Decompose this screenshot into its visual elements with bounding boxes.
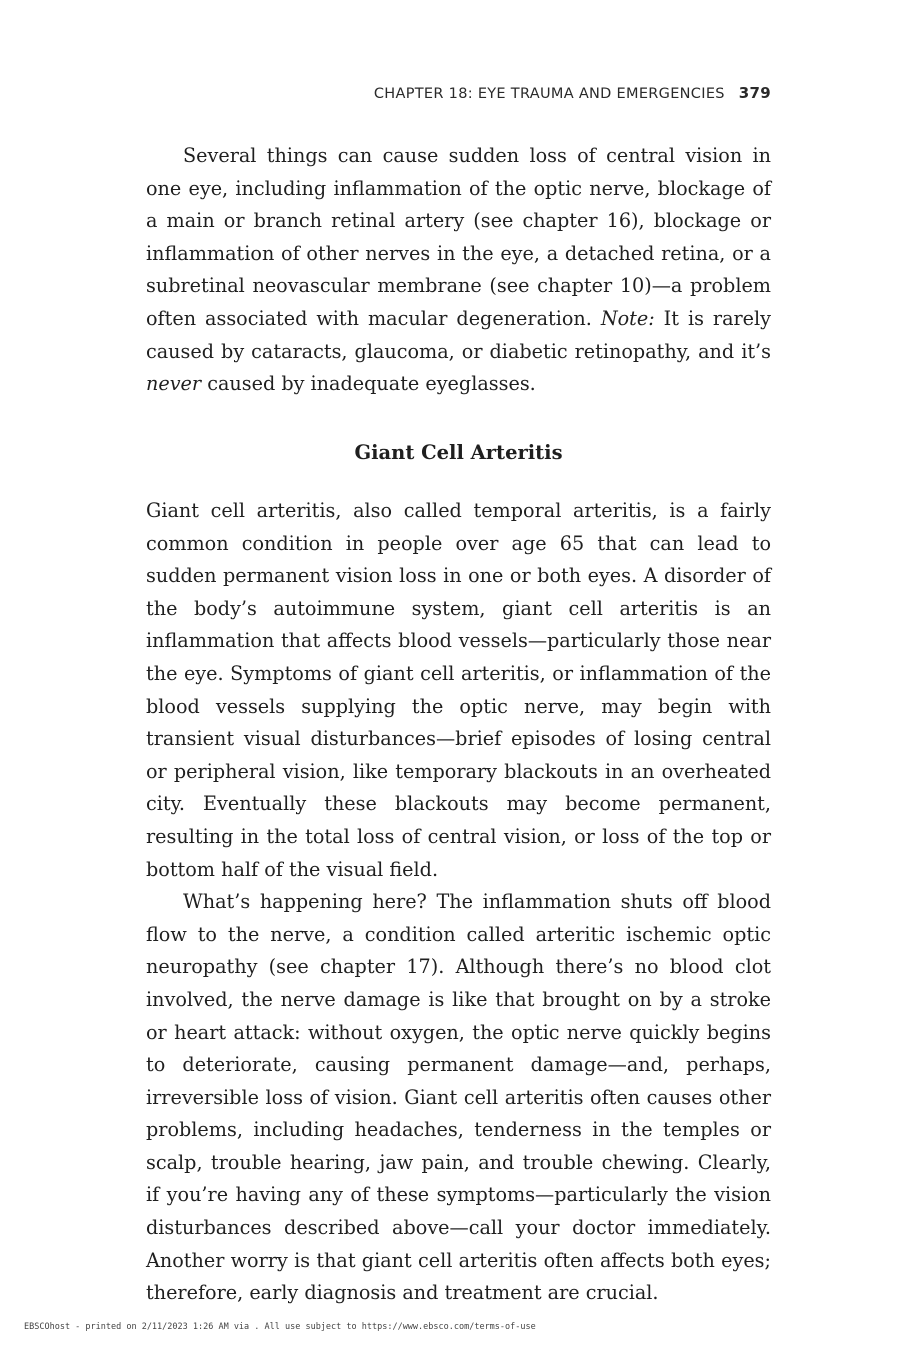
section-paragraph-2: What’s happening here? The inflammation shuts off blood flow to the nerve, a condition called arteritic ischemic optic neuropathy (see chapter 17). Although there’s no blood clot involved, the nerve damage is like that brought on by a stroke or heart attack: without oxygen, the optic nerve quickly begins to deteriorate, causing permanent damage—and, perhaps, irreversible loss of vision. Giant cell arteritis often causes other problems, including headaches, tenderness in the temples or scalp, trouble hearing, jaw pain, and trouble chewing. Clearly, if you’re having any of these symptoms—particularly the vision disturbances described above—call your doctor immediately. Another worry is that giant cell arteritis often affects both eyes; therefore, early diagnosis and treatment are crucial. <box>146 890 771 1305</box>
never-emphasis: never <box>146 372 202 396</box>
giant-cell-arteritis-section <box>146 495 771 1310</box>
intro-section <box>146 140 771 401</box>
intro-text-part1: Several things can cause sudden loss of central vision in one eye, including inflammation of the optic nerve, blockage of a main or branch retinal artery (see chapter 16), blockage or inflammation of other nerves in the eye, a detached retina, or a subretinal neovascular membrane (see chapter 10)—a problem often associated with macular degeneration. <box>146 144 771 330</box>
note-label: Note: <box>600 306 655 330</box>
section-heading: Giant Cell Arteritis <box>354 441 563 464</box>
page-number: 379 <box>738 84 771 102</box>
chapter-title: CHAPTER 18: EYE TRAUMA AND EMERGENCIES <box>373 86 725 102</box>
intro-paragraph <box>146 140 771 401</box>
section-paragraph-1: Giant cell arteritis, also called temporal arteritis, is a fairly common condition in people over age 65 that can lead to sudden permanent vision loss in one or both eyes. A disorder of the body’s autoimmune system, giant cell arteritis is an inflammation that affects blood vessels—particularly those near the eye. Symptoms of giant cell arteritis, or inflammation of the blood vessels supplying the optic nerve, may begin with transient visual disturbances—brief episodes of losing central or peripheral vision, like temporary blackouts in an overheated city. Eventually these blackouts may become permanent, resulting in the total loss of central vision, or loss of the top or bottom half of the visual field. <box>146 499 771 881</box>
running-header <box>146 84 771 102</box>
intro-text-part2: It is rarely caused by cataracts, glaucoma, or diabetic retinopathy, and it’s <box>146 306 772 363</box>
intro-text-part3: caused by inadequate eyeglasses. <box>201 372 536 396</box>
print-footer: EBSCOhost - printed on 2/11/2023 1:26 AM via . All use subject to https://www.ebsco.com/terms-of-use <box>24 1322 536 1332</box>
